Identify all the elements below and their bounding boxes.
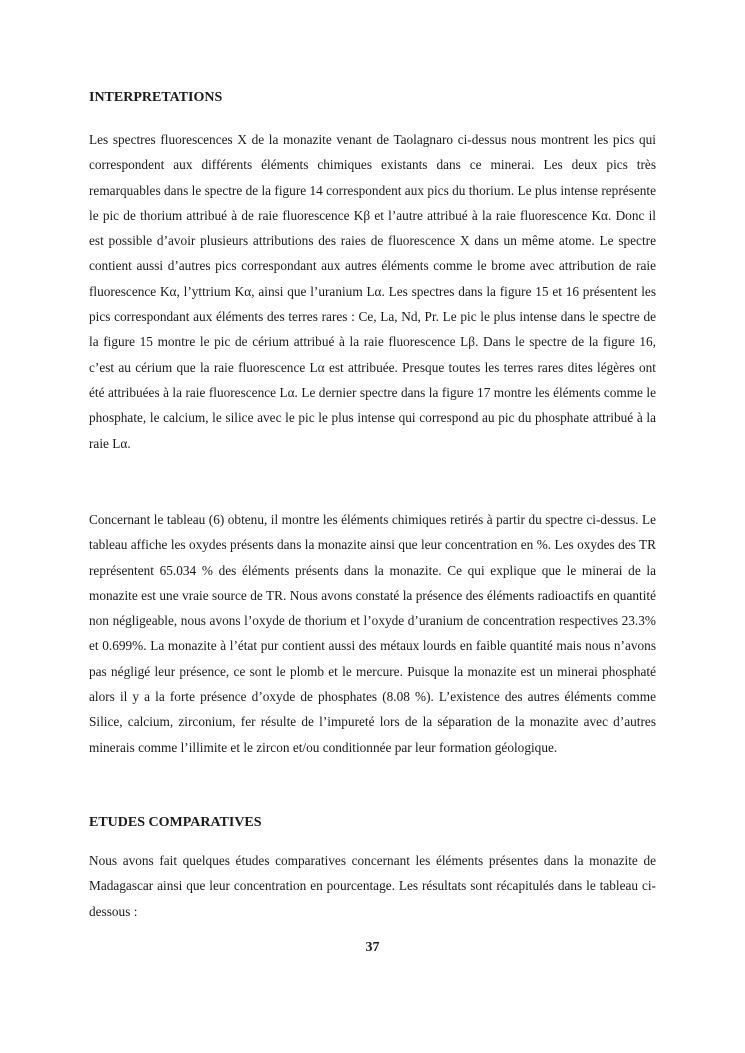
section-heading-interpretations: INTERPRETATIONS: [89, 90, 223, 105]
paragraph-tableau: Concernant le tableau (6) obtenu, il montre les éléments chimiques retirés à partir du spectre ci-dessus. Le tableau affiche les oxydes présents dans la monazite ainsi que leur concentration en %. Les oxydes des TR représentent 65.034 % des éléments présents dans la monazite. Ce qui explique que le minerai de la monazite est une vraie source de TR. Nous avons constaté la présence des éléments radioactifs en quantité non négligeable, nous avons l’oxyde de thorium et l’oxyde d’uranium de concentration respectives 23.3% et 0.699%. La monazite à l’état pur contient aussi des métaux lourds en faible quantité mais nous n’avons pas négligé leur présence, ce sont le plomb et le mercure. Puisque la monazite est un minerai phosphaté alors il y a la forte présence d’oxyde de phosphates (8.08 %). L’existence des autres éléments comme Silice, calcium, zirconium, fer résulte de l’impureté lors de la séparation de la monazite avec d’autres minerais comme l’illimite et le zircon et/ou conditionnée par leur formation géologique.: [89, 512, 656, 755]
page-number: 37: [365, 940, 380, 955]
section-heading-etudes-comparatives: ETUDES COMPARATIVES: [89, 815, 262, 830]
paragraph-etudes-comparatives: Nous avons fait quelques études comparatives concernant les éléments présentes dans la monazite de Madagascar ainsi que leur concentration en pourcentage. Les résultats sont récapitulés dans le tableau ci-dessous :: [89, 853, 656, 919]
paragraph-interpretations: Les spectres fluorescences X de la monazite venant de Taolagnaro ci-dessus nous montrent les pics qui correspondent aux différents éléments chimiques existants dans ce minerai. Les deux pics très remarquables dans le spectre de la figure 14 correspondent aux pics du thorium. Le plus intense représente le pic de thorium attribué à de raie fluorescence Kβ et l’autre attribué à la raie fluorescence Kα. Donc il est possible d’avoir plusieurs attributions des raies de fluorescence X dans un même atome. Le spectre contient aussi d’autres pics correspondant aux autres éléments comme le brome avec attribution de raie fluorescence Kα, l’yttrium Kα, ainsi que l’uranium Lα. Les spectres dans la figure 15 et 16 présentent les pics correspondant aux éléments des terres rares : Ce, La, Nd, Pr. Le pic le plus intense dans le spectre de la figure 15 montre le pic de cérium attribué à la raie fluorescence Lβ. Dans le spectre de la figure 16, c’est au cérium que la raie fluorescence Lα est attribuée. Presque toutes les terres rares dites légères ont été attribuées à la raie fluorescence Lα. Le dernier spectre dans la figure 17 montre les éléments comme le phosphate, le calcium, le silice avec le pic le plus intense qui correspond au pic du phosphate attribué à la raie Lα.: [89, 132, 656, 451]
